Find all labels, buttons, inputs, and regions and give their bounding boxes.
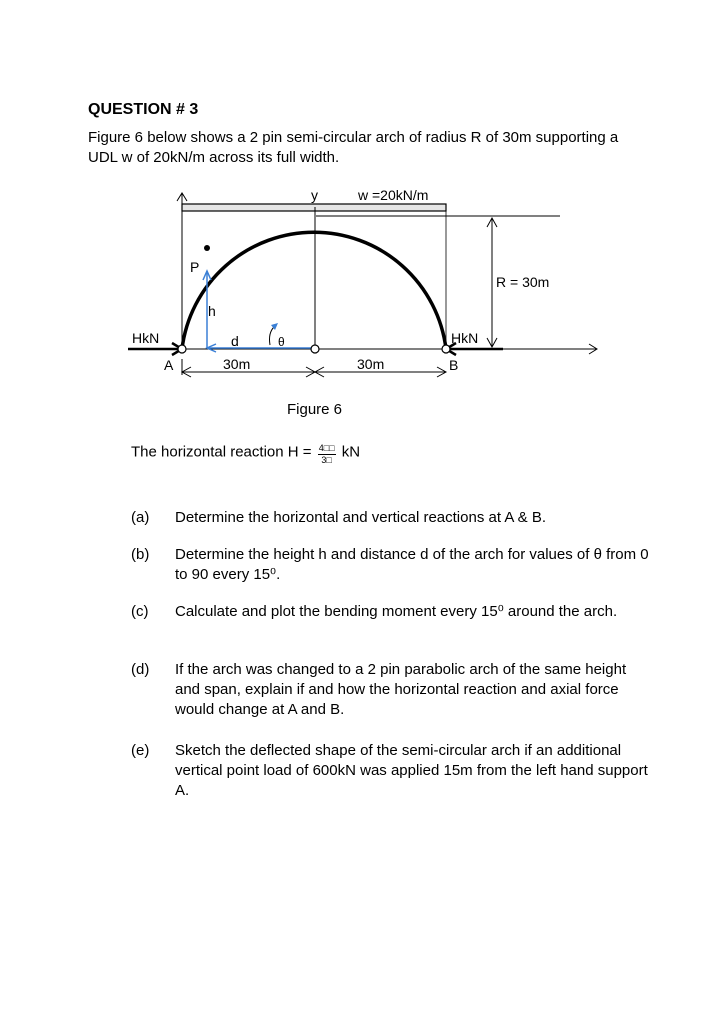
point-p-label: P	[190, 259, 200, 275]
part-text: Determine the height h and distance d of the arch for values of θ from 0 to 90 every 15⁰.	[175, 546, 649, 583]
reaction-prefix: The horizontal reaction H =	[131, 443, 312, 461]
part-label: (e)	[131, 742, 150, 759]
question-part-b	[131, 545, 651, 585]
radius-label: R = 30m	[496, 274, 550, 290]
question-part-c	[131, 602, 651, 622]
question-part-e	[131, 741, 651, 801]
theta-label: θ	[278, 335, 285, 349]
udl-load-label: w =20kN/m	[358, 187, 429, 203]
part-text: Calculate and plot the bending moment every 15⁰ around the arch.	[175, 603, 618, 620]
pin-support-b	[442, 345, 450, 353]
reaction-denominator: 3□	[321, 455, 332, 465]
axis-y-label: y	[311, 187, 318, 203]
question-part-d	[131, 660, 651, 720]
theta-arc	[270, 327, 275, 345]
part-label: (a)	[131, 509, 150, 526]
pin-crown-projection	[311, 345, 319, 353]
reaction-unit: kN	[341, 443, 361, 461]
part-label: (d)	[131, 661, 150, 678]
arch-figure	[0, 0, 725, 400]
point-p-dot	[204, 245, 210, 251]
question-heading: QUESTION # 3	[88, 101, 199, 118]
left-reaction-label: HkN	[132, 330, 160, 346]
part-label: (b)	[131, 546, 150, 563]
right-reaction-label: HkN	[451, 330, 479, 346]
part-text: Determine the horizontal and vertical reactions at A & B.	[175, 509, 547, 526]
horizontal-reaction-line	[131, 441, 360, 464]
distance-label: d	[231, 333, 239, 349]
semicircular-arch	[182, 232, 446, 349]
figure-caption: Figure 6	[287, 401, 343, 418]
question-part-a	[131, 508, 651, 528]
left-span-label: 30m	[223, 356, 251, 372]
support-a-label: A	[164, 357, 174, 373]
reaction-numerator: 4□□	[318, 443, 335, 453]
part-label: (c)	[131, 603, 149, 620]
reaction-fraction	[318, 443, 336, 466]
pin-support-a	[178, 345, 186, 353]
right-span-label: 30m	[357, 356, 385, 372]
support-b-label: B	[449, 357, 459, 373]
height-label: h	[208, 303, 216, 319]
part-text: If the arch was changed to a 2 pin parabolic arch of the same height and span, explain if and how the horizontal reaction and axial force would change at A and B.	[175, 661, 627, 718]
intro-paragraph: Figure 6 below shows a 2 pin semi-circular arch of radius R of 30m supporting a UDL w of 20kN/m across its full width.	[88, 129, 619, 166]
part-text: Sketch the deflected shape of the semi-circular arch if an additional vertical point load of 600kN was applied 15m from the left hand support A.	[175, 742, 648, 799]
udl-load-bar	[182, 204, 446, 211]
